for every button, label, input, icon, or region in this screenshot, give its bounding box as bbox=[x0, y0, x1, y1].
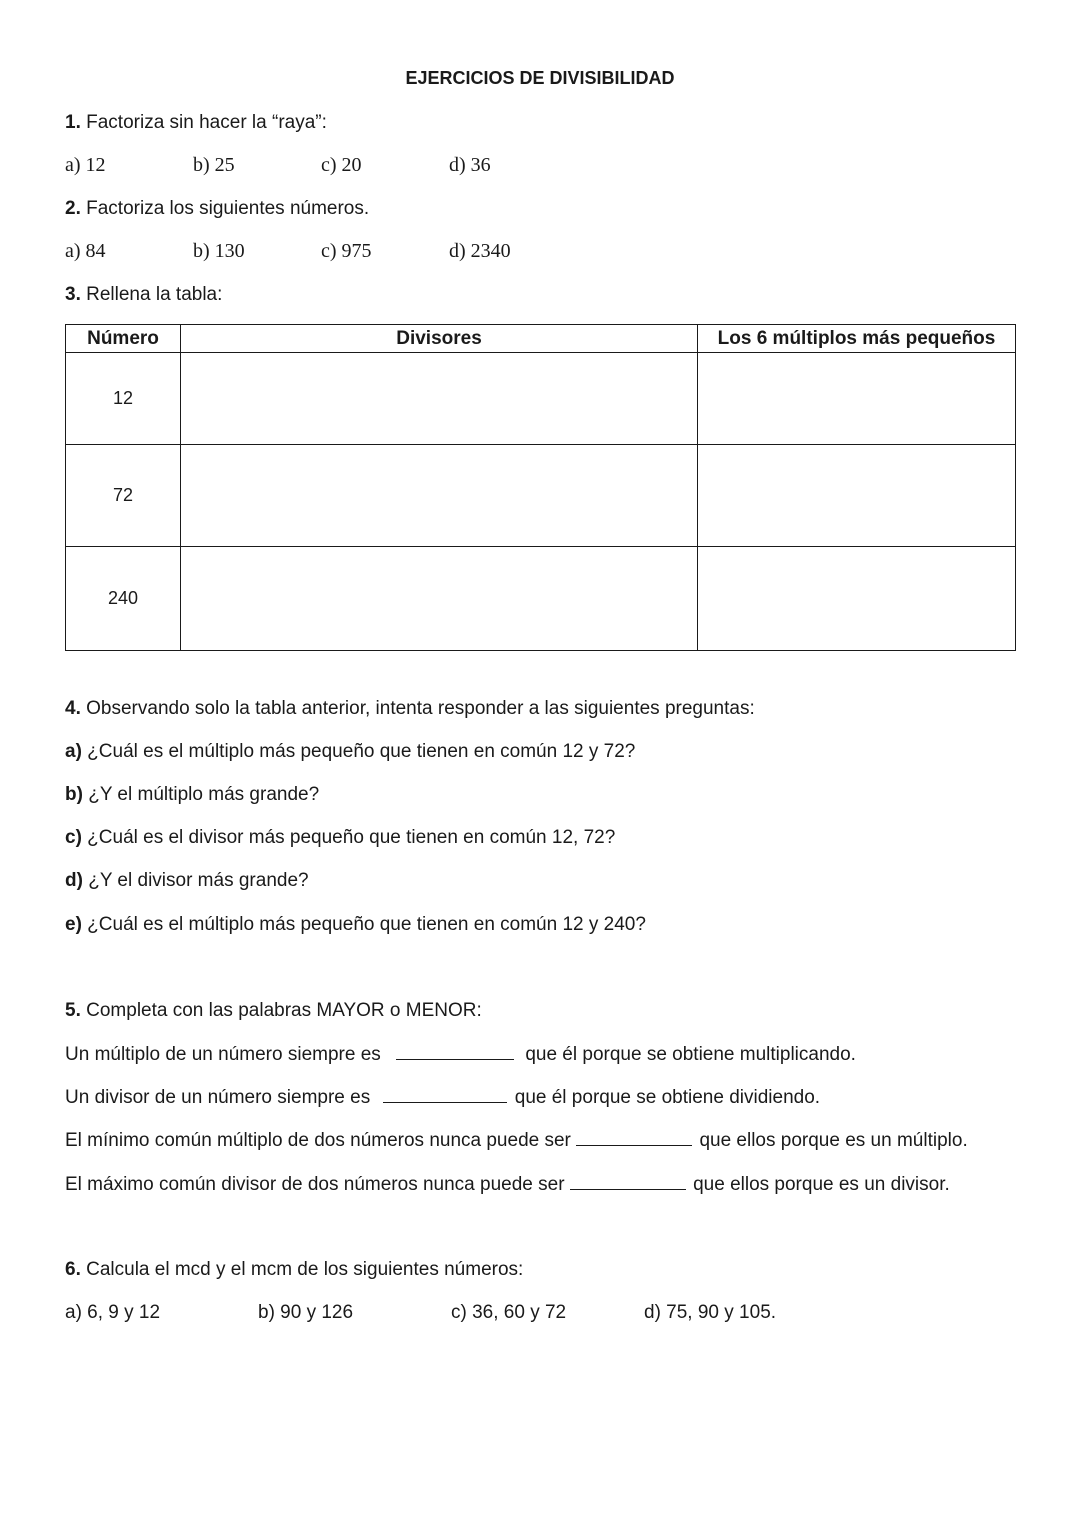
item-d: d) 36 bbox=[449, 154, 491, 176]
answer-blank[interactable] bbox=[570, 1173, 686, 1190]
multiples-cell[interactable] bbox=[698, 445, 1016, 547]
item-b: b) 90 y 126 bbox=[258, 1302, 354, 1323]
exercise-6-items bbox=[65, 1302, 837, 1324]
row-number: 240 bbox=[66, 547, 181, 651]
multiples-cell[interactable] bbox=[698, 353, 1016, 445]
exercise-1-items bbox=[65, 154, 577, 177]
exercise-number: 4. bbox=[65, 698, 81, 719]
question-d bbox=[65, 870, 309, 892]
exercise-text: Completa con las palabras MAYOR o MENOR: bbox=[80, 1000, 482, 1021]
sentence-after: que ellos porque es un divisor. bbox=[693, 1174, 950, 1195]
exercise-text: Calcula el mcd y el mcm de los siguientes números: bbox=[80, 1259, 524, 1280]
fill-sentence-1 bbox=[65, 1043, 856, 1066]
table-header-row bbox=[66, 325, 1016, 353]
question-label: c) bbox=[65, 827, 82, 848]
exercise-2-items bbox=[65, 240, 577, 263]
exercise-3-heading bbox=[65, 284, 222, 306]
question-b bbox=[65, 784, 319, 806]
question-text: ¿Cuál es el múltiplo más pequeño que tienen en común 12 y 72? bbox=[81, 741, 636, 762]
sentence-before: El mínimo común múltiplo de dos números nunca puede ser bbox=[65, 1130, 571, 1151]
question-label: e) bbox=[65, 914, 82, 935]
question-text: ¿Y el divisor más grande? bbox=[82, 870, 309, 891]
fill-sentence-2 bbox=[65, 1086, 820, 1109]
sentence-before: Un múltiplo de un número siempre es bbox=[65, 1044, 381, 1065]
exercise-number: 2. bbox=[65, 198, 81, 219]
sentence-after: que él porque se obtiene dividiendo. bbox=[514, 1087, 821, 1108]
question-label: d) bbox=[65, 870, 83, 891]
table-row bbox=[66, 353, 1016, 445]
answer-blank[interactable] bbox=[576, 1129, 692, 1146]
item-c: c) 36, 60 y 72 bbox=[451, 1302, 567, 1323]
fill-sentence-4 bbox=[65, 1173, 950, 1196]
table-row bbox=[66, 547, 1016, 651]
exercise-5-heading bbox=[65, 1000, 482, 1022]
item-a: a) 12 bbox=[65, 154, 106, 176]
divisors-cell[interactable] bbox=[181, 445, 698, 547]
divisors-multiples-table bbox=[65, 324, 1016, 651]
exercise-4-heading bbox=[65, 698, 755, 720]
header-numero: Número bbox=[66, 325, 181, 353]
exercise-text: Factoriza los siguientes números. bbox=[80, 198, 370, 219]
question-label: b) bbox=[65, 784, 83, 805]
item-a: a) 6, 9 y 12 bbox=[65, 1302, 161, 1323]
item-b: b) 130 bbox=[193, 240, 245, 262]
divisors-cell[interactable] bbox=[181, 547, 698, 651]
item-d: d) 2340 bbox=[449, 240, 511, 262]
header-divisores: Divisores bbox=[181, 325, 698, 353]
exercise-text: Observando solo la tabla anterior, intenta responder a las siguientes preguntas: bbox=[80, 698, 755, 719]
sentence-before: El máximo común divisor de dos números nunca puede ser bbox=[65, 1174, 565, 1195]
row-number: 72 bbox=[66, 445, 181, 547]
header-multiplos: Los 6 múltiplos más pequeños bbox=[698, 325, 1016, 353]
answer-blank[interactable] bbox=[396, 1043, 514, 1060]
exercise-number: 6. bbox=[65, 1259, 81, 1280]
sentence-after: que él porque se obtiene multiplicando. bbox=[525, 1044, 856, 1065]
exercise-2-heading bbox=[65, 198, 369, 220]
exercise-number: 3. bbox=[65, 284, 81, 305]
exercise-1-heading bbox=[65, 112, 327, 134]
question-text: ¿Y el múltiplo más grande? bbox=[82, 784, 320, 805]
table-row bbox=[66, 445, 1016, 547]
sentence-before: Un divisor de un número siempre es bbox=[65, 1087, 371, 1108]
question-a bbox=[65, 741, 635, 763]
page-title: EJERCICIOS DE DIVISIBILIDAD bbox=[405, 68, 675, 88]
row-number: 12 bbox=[66, 353, 181, 445]
divisors-cell[interactable] bbox=[181, 353, 698, 445]
question-label: a) bbox=[65, 741, 82, 762]
sentence-after: que ellos porque es un múltiplo. bbox=[699, 1130, 968, 1151]
question-text: ¿Cuál es el divisor más pequeño que tienen en común 12, 72? bbox=[81, 827, 616, 848]
exercise-6-heading bbox=[65, 1259, 523, 1281]
question-text: ¿Cuál es el múltiplo más pequeño que tienen en común 12 y 240? bbox=[81, 914, 646, 935]
question-c bbox=[65, 827, 615, 849]
multiples-cell[interactable] bbox=[698, 547, 1016, 651]
item-c: c) 20 bbox=[321, 154, 362, 176]
exercise-text: Factoriza sin hacer la “raya”: bbox=[80, 112, 327, 133]
item-a: a) 84 bbox=[65, 240, 106, 262]
exercise-number: 1. bbox=[65, 112, 81, 133]
item-c: c) 975 bbox=[321, 240, 372, 262]
question-e bbox=[65, 914, 646, 936]
item-b: b) 25 bbox=[193, 154, 235, 176]
exercise-text: Rellena la tabla: bbox=[80, 284, 223, 305]
fill-sentence-3 bbox=[65, 1129, 968, 1152]
item-d: d) 75, 90 y 105. bbox=[644, 1302, 777, 1323]
exercise-number: 5. bbox=[65, 1000, 81, 1021]
answer-blank[interactable] bbox=[383, 1086, 507, 1103]
